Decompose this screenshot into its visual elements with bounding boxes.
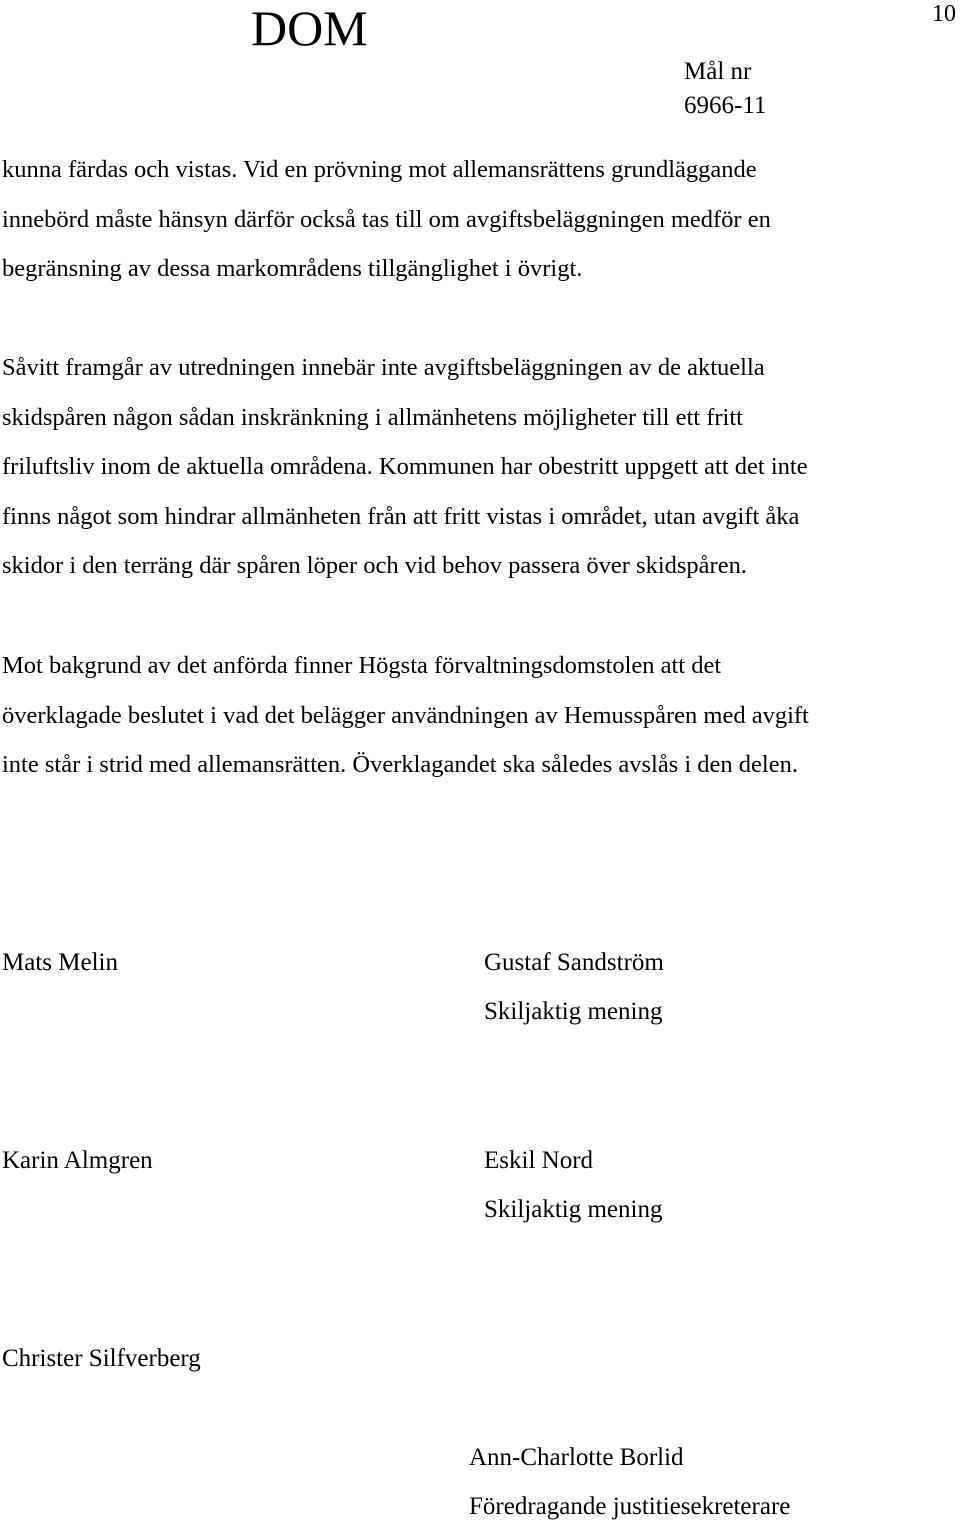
text-line: finns något som hindrar allmänheten från att fritt vistas i området, utan avgift åka — [2, 502, 800, 530]
text-line: innebörd måste hänsyn därför också tas till om avgiftsbeläggningen medför en — [2, 205, 771, 233]
document-title: DOM — [251, 0, 368, 56]
text-line: skidspåren någon sådan inskränkning i allmänhetens möjligheter till ett fritt — [2, 403, 743, 431]
signatory-name: Mats Melin — [2, 949, 118, 976]
text-line: Såvitt framgår av utredningen innebär inte avgiftsbeläggningen av de aktuella — [2, 354, 765, 381]
signatory-name: Christer Silfverberg — [2, 1345, 201, 1372]
signatory-name: Karin Almgren — [2, 1147, 153, 1174]
rapporteur-title: Föredragande justitiesekreterare — [469, 1493, 791, 1520]
case-number: 6966-11 — [684, 92, 767, 119]
dissenting-opinion-note: Skiljaktig mening — [484, 1196, 663, 1223]
text-line: skidor i den terräng där spåren löper och vid behov passera över skidspåren. — [2, 552, 747, 579]
case-number-label: Mål nr — [684, 58, 752, 85]
signatory-name: Gustaf Sandström — [484, 949, 664, 976]
paragraph-1 — [2, 145, 771, 294]
rapporteur-name: Ann-Charlotte Borlid — [469, 1444, 684, 1471]
signatory-name: Eskil Nord — [484, 1147, 594, 1174]
dissenting-opinion-note: Skiljaktig mening — [484, 998, 663, 1025]
text-line: friluftsliv inom de aktuella områdena. Kommunen har obestritt uppgett att det inte — [2, 453, 808, 480]
paragraph-3 — [2, 641, 809, 790]
page-number: 10 — [932, 1, 956, 27]
text-line: kunna färdas och vistas. Vid en prövning mot allemansrättens grundläggande — [2, 156, 757, 183]
text-line: Mot bakgrund av det anförda finner Högsta förvaltningsdomstolen att det — [2, 652, 722, 679]
text-line: begränsning av dessa markområdens tillgänglighet i övrigt. — [2, 255, 583, 282]
paragraph-2 — [2, 343, 808, 591]
text-line: inte står i strid med allemansrätten. Överklagandet ska således avslås i den delen. — [2, 751, 798, 778]
text-line: överklagade beslutet i vad det belägger användningen av Hemusspåren med avgift — [2, 701, 809, 729]
